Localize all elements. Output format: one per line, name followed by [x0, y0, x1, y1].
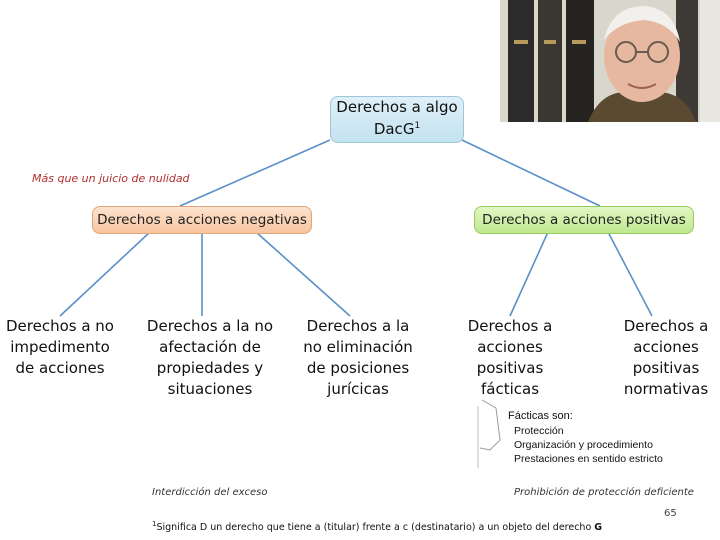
- facticas-item: Protección: [514, 425, 564, 437]
- connector-negative-leaf-3: [256, 232, 350, 316]
- root-node-footnote-mark: 1: [414, 121, 421, 131]
- note-deficient-protection: Prohibición de protección deficiente: [514, 487, 694, 498]
- leaf-factual-positive: Derechos a acciones positivas fácticas: [467, 317, 553, 398]
- leaf-no-impediment: Derechos a no impedimento de acciones: [5, 317, 114, 377]
- page-number: 65: [664, 508, 677, 519]
- facticas-item: Prestaciones en sentido estricto: [514, 453, 663, 465]
- facticas-item: Organización y procedimiento: [514, 439, 653, 451]
- footnote-symbol: G: [594, 522, 603, 534]
- negative-actions-node: Derechos a acciones negativas: [92, 206, 312, 234]
- connector-negative-leaf-1: [60, 232, 150, 316]
- facticas-list: [514, 424, 663, 466]
- facticas-bracket: [480, 400, 500, 450]
- connector-root-negative: [180, 140, 330, 206]
- leaf-no-elimination: Derechos a la no eliminación de posiciones jurícicas: [303, 317, 413, 398]
- root-node-formula-symbol: G: [402, 120, 415, 138]
- root-node-title: Derechos a algo: [336, 98, 458, 116]
- note-excess-prohibition: Interdicción del exceso: [152, 487, 268, 498]
- connector-positive-leaf-4: [510, 232, 548, 316]
- connector-positive-leaf-5: [608, 232, 652, 316]
- footnote-mark: 1: [152, 520, 157, 528]
- footnote-text: Significa D un derecho que tiene a (titular) frente a c (destinatario) a un objeto del derecho: [156, 522, 595, 534]
- facticas-title: Fácticas son:: [508, 410, 573, 422]
- footnote: [152, 520, 602, 533]
- leaf-normative-positive: Derechos a acciones positivas normativas: [623, 317, 709, 398]
- positive-actions-node: Derechos a acciones positivas: [474, 206, 694, 234]
- leaf-no-affectation: Derechos a la no afectación de propiedades y situaciones: [146, 317, 274, 398]
- root-node: [330, 96, 464, 143]
- annotation-nullity: Más que un juicio de nulidad: [32, 172, 190, 185]
- connector-root-positive: [462, 140, 600, 206]
- root-node-formula-prefix: Dac: [373, 120, 403, 138]
- root-node-formula: [331, 117, 463, 139]
